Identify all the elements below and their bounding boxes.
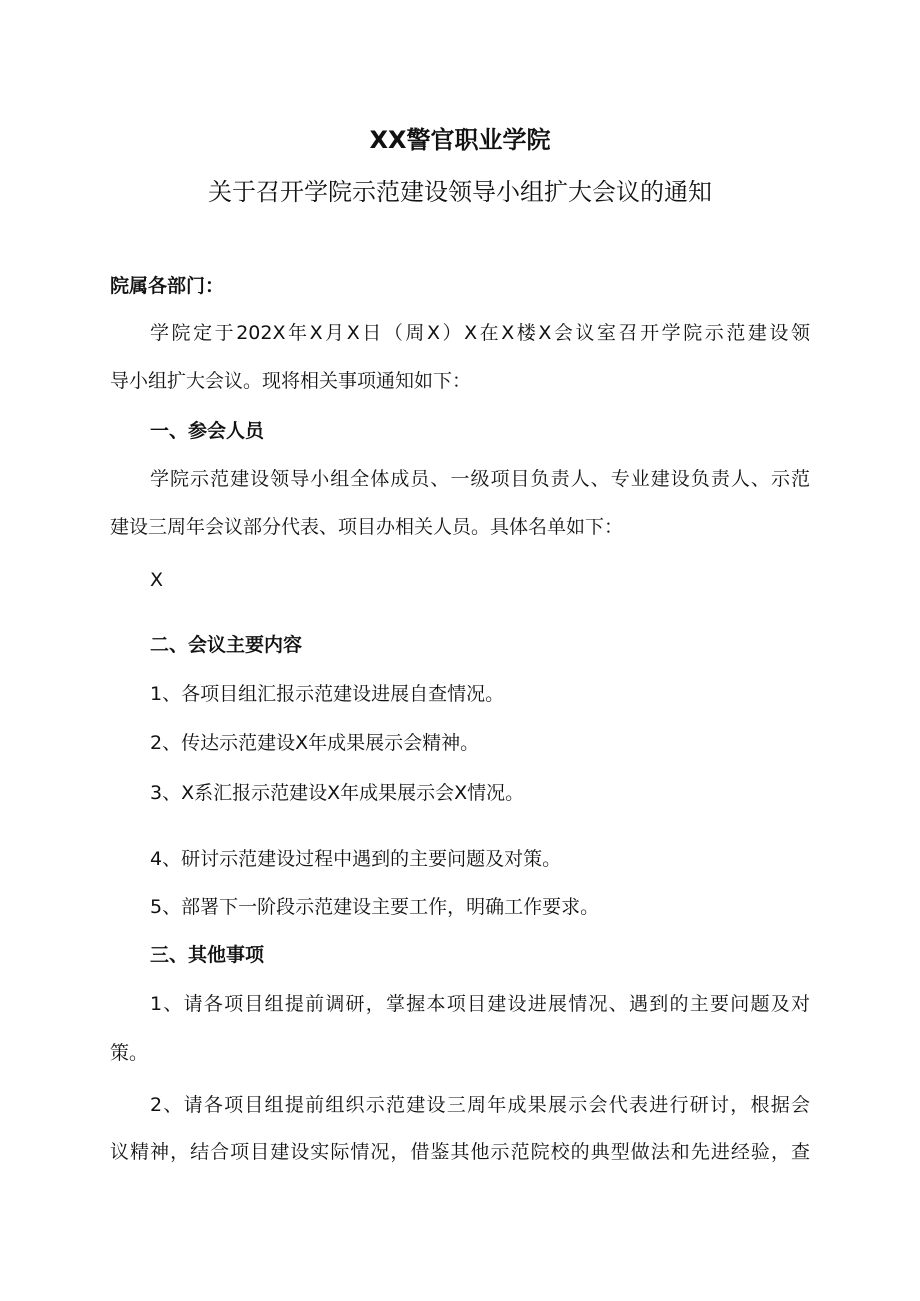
section2-item-5: 5、部署下一阶段示范建设主要工作，明确工作要求。	[150, 896, 600, 918]
section2-item-1: 1、各项目组汇报示范建设进展自查情况。	[150, 683, 505, 705]
document-title-line2: 关于召开学院示范建设领导小组扩大会议的通知	[208, 178, 712, 206]
section3-heading: 三、其他事项	[150, 944, 265, 966]
intro-line-1: 学院定于202X年X月X日（周X）X在X楼X会议室召开学院示范建设领	[150, 322, 810, 344]
section2-item-3: 3、X系汇报示范建设X年成果展示会X情况。	[150, 782, 525, 804]
section1-para-line-2: 建设三周年会议部分代表、项目办相关人员。具体名单如下：	[110, 516, 624, 538]
section2-item-4: 4、研讨示范建设过程中遇到的主要问题及对策。	[150, 848, 562, 870]
attendee-list-placeholder: X	[150, 569, 164, 591]
section1-heading: 一、参会人员	[150, 420, 265, 442]
intro-line-2: 导小组扩大会议。现将相关事项通知如下：	[110, 370, 472, 392]
section3-item1-line-1: 1、请各项目组提前调研，掌握本项目建设进展情况、遇到的主要问题及对	[150, 993, 810, 1015]
section2-item-2: 2、传达示范建设X年成果展示会精神。	[150, 732, 480, 754]
section3-item2-line-1: 2、请各项目组提前组织示范建设三周年成果展示会代表进行研讨，根据会	[150, 1094, 810, 1116]
section1-para-line-1: 学院示范建设领导小组全体成员、一级项目负责人、专业建设负责人、示范	[150, 468, 810, 490]
section3-item1-line-2: 策。	[110, 1042, 149, 1064]
document-title-line1: XX警官职业学院	[369, 126, 551, 154]
section2-heading: 二、会议主要内容	[150, 634, 303, 656]
salutation: 院属各部门：	[110, 275, 225, 297]
section3-item2-line-2: 议精神，结合项目建设实际情况，借鉴其他示范院校的典型做法和先进经验，查	[110, 1141, 810, 1163]
